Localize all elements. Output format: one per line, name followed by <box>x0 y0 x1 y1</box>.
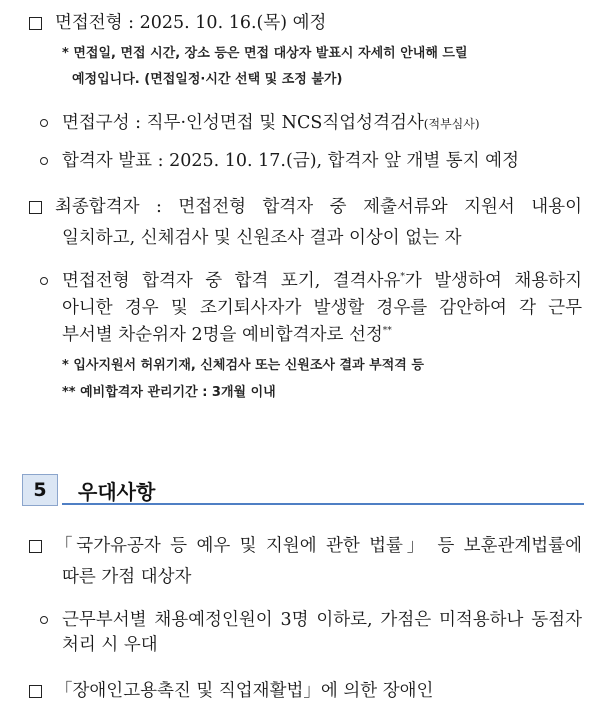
reserve-line-1b: 가 발생하여 채용하지 <box>404 271 582 291</box>
interview-format-small: (적부심사) <box>423 117 480 131</box>
reserve-line-3 <box>62 323 392 347</box>
reserve-line-3-text: 부서별 차순위자 2명을 예비합격자로 선정 <box>62 325 383 345</box>
reserve-note-1: * 입사지원서 허위기재, 신체검사 또는 신원조사 결과 부적격 등 <box>62 358 424 373</box>
reserve-note-2: ** 예비합격자 관리기간 : 3개월 이내 <box>62 385 276 400</box>
reserve-line-1 <box>62 269 582 293</box>
checkbox-square-icon <box>29 685 42 698</box>
bullet-circle-icon <box>40 616 48 624</box>
reserve-line-2: 아니한 경우 및 조기퇴사자가 발생할 경우를 감안하여 각 근무 <box>62 298 582 318</box>
bullet-circle-icon <box>40 157 48 165</box>
veterans-sub-line-2: 처리 시 우대 <box>62 635 158 655</box>
interview-format-text: 면접구성 : 직무·인성면접 및 NCS직업성격검사 <box>62 113 424 133</box>
section-number: 5 <box>22 474 58 506</box>
veterans-line-1: 「국가유공자 등 예우 및 지원에 관한 법률」 등 보훈관계법률에 <box>55 536 582 556</box>
interview-note-line-1: * 면접일, 면접 시간, 장소 등은 면접 대상자 발표시 자세히 안내해 드릴 <box>62 46 468 61</box>
result-announce: 합격자 발표 : 2025. 10. 17.(금), 합격자 앞 개별 통지 예정 <box>62 151 519 171</box>
veterans-sub-line-1: 근무부서별 채용예정인원이 3명 이하로, 가점은 미적용하나 동점자 <box>62 610 582 630</box>
final-pass-line-2: 일치하고, 신체검사 및 신원조사 결과 이상이 없는 자 <box>62 228 462 248</box>
bullet-circle-icon <box>40 119 48 127</box>
reserve-line-1a: 면접전형 합격자 중 합격 포기, 결격사유 <box>62 271 401 291</box>
checkbox-square-icon <box>29 540 42 553</box>
reserve-sup-2: ** <box>382 326 392 337</box>
checkbox-square-icon <box>29 17 42 30</box>
veterans-line-2: 따른 가점 대상자 <box>62 567 192 587</box>
disabled-benefit: 「장애인고용촉진 및 직업재활법」에 의한 장애인 <box>55 681 434 701</box>
interview-schedule: 면접전형 : 2025. 10. 16.(목) 예정 <box>55 13 327 33</box>
interview-format <box>62 111 480 136</box>
checkbox-square-icon <box>29 201 42 214</box>
reserve-sup-1: * <box>400 272 405 283</box>
final-pass-line-1: 최종합격자 : 면접전형 합격자 중 제출서류와 지원서 내용이 <box>55 197 582 217</box>
bullet-circle-icon <box>40 277 48 285</box>
interview-note-line-2: 예정입니다. (면접일정·시간 선택 및 조정 불가) <box>72 72 343 87</box>
section-title: 우대사항 <box>78 480 156 504</box>
